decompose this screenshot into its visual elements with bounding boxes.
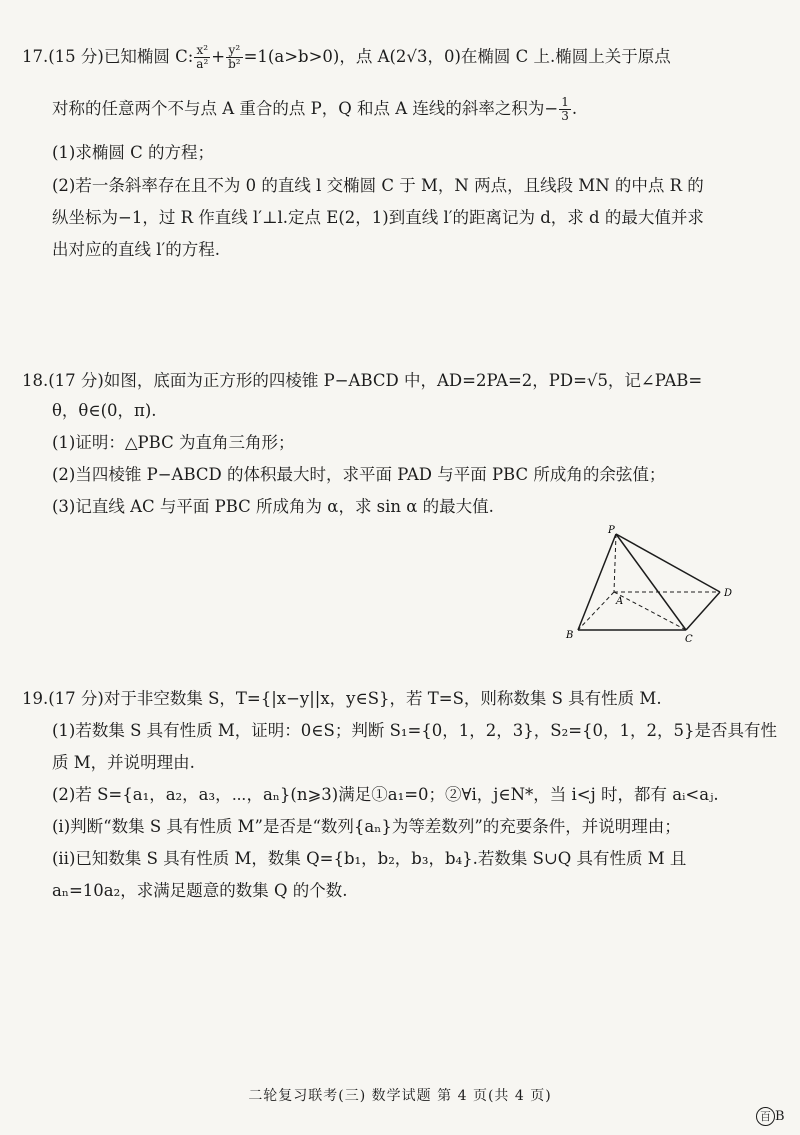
label-D: D [724,588,733,599]
q18-part-2: (2)当四棱锥 P−ABCD 的体积最大时，求平面 PAD 与平面 PBC 所成角的余弦值； [52,465,666,484]
edge-PD [616,534,720,592]
pyramid-diagram [560,522,750,644]
label-P: P [608,525,615,536]
edge-PA [614,534,616,592]
edge-AC [614,592,686,630]
q17-part-2-line-1: (2)若一条斜率存在且不为 0 的直线 l 交椭圆 C 于 M，N 两点，且线段 MN 的中点 R 的 [52,176,704,195]
q17-line-2: 对称的任意两个不与点 A 重合的点 P，Q 和点 A 连线的斜率之积为− $\frac{1}{3}$ . [52,95,578,123]
q18-line-1: 18.(17 分)如图，底面为正方形的四棱锥 P−ABCD 中，AD=2PA=2，PD=√5，记∠PAB= [22,371,703,390]
q19-part-2-line-1: (2)若 S={a₁，a₂，a₃，⋯，aₙ}(n⩾3)满足①a₁=0；②∀i，j∈N*，当 i<j 时，都有 aᵢ<aⱼ. [52,785,719,804]
mark-letter: B [775,1109,785,1124]
label-B: B [566,630,574,641]
label-A: A [616,596,624,607]
edge-PB [578,534,616,630]
edge-CD [686,592,720,630]
q19-part-1-line-2: 质 M，并说明理由. [52,753,195,772]
q19-part-1-line-1: (1)若数集 S 具有性质 M，证明：0∈S；判断 S₁={0，1，2，3}，S₂={0，1，2，5}是否具有性 [52,721,778,740]
q18-line-2: θ，θ∈(0，π). [52,401,157,420]
paper-mark [756,1107,785,1126]
q18-part-1: (1)证明：△PBC 为直角三角形； [52,433,295,452]
q19-sub-2-line-1: (ⅱ)已知数集 S 具有性质 M，数集 Q={b₁，b₂，b₃，b₄}.若数集 S∪Q 具有性质 M 且 [52,849,687,868]
q19-sub-1: (ⅰ)判断“数集 S 具有性质 M”是否是“数列{aₙ}为等差数列”的充要条件，并说明理由； [52,817,681,836]
q19-sub-2-line-2: aₙ=10a₂，求满足题意的数集 Q 的个数. [52,881,348,900]
edge-AB [578,592,614,630]
fraction-x2-a2: $\frac{\text{x²}}{\text{a²}}$ [196,43,209,71]
edge-PC [616,534,686,630]
q17-part-2-line-2: 纵坐标为−1，过 R 作直线 l′⊥l.定点 E(2，1)到直线 l′的距离记为 d，求 d 的最大值并求 [52,208,704,227]
fraction-one-third: $\frac{1}{3}$ [561,95,569,123]
q17-line-1: 17.(15 分)已知椭圆 C: $\frac{\text{x²}}{\text{a²}}$ + $\frac{\text{y²}}{\text{b²}}$ =1(a>b>0)，点 A(2√3，0)在椭圆 C 上.椭圆上关于原点 [22,43,671,71]
label-C: C [685,634,693,644]
page-footer: 二轮复习联考(三) 数学试题 第 4 页(共 4 页) [248,1088,552,1104]
q18-part-3: (3)记直线 AC 与平面 PBC 所成角为 α，求 sin α 的最大值. [52,497,494,516]
mark-ring: 百 [756,1107,775,1126]
pyramid-figure [560,522,750,644]
fraction-y2-b2: $\frac{\text{y²}}{\text{b²}}$ [228,43,241,71]
q17-part-2-line-3: 出对应的直线 l′的方程. [52,240,221,259]
q19-line-1: 19.(17 分)对于非空数集 S，T={|x−y||x，y∈S}，若 T=S，则称数集 S 具有性质 M. [22,689,662,708]
q17-part-1: (1)求椭圆 C 的方程； [52,143,214,162]
